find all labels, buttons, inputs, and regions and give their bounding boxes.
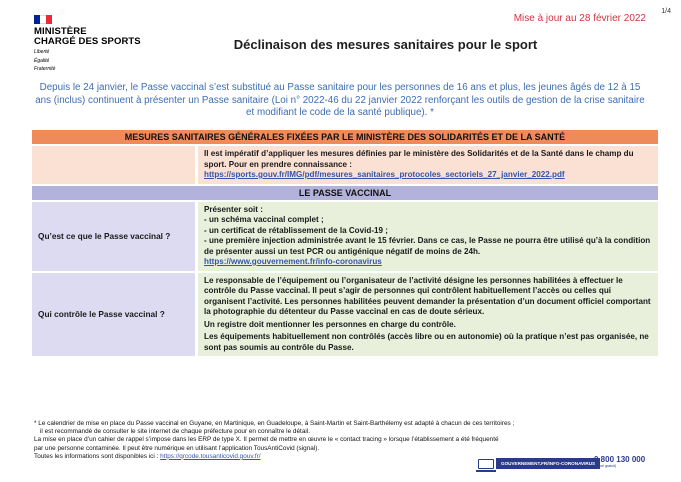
ministry-name-line1: MINISTÈRE xyxy=(34,26,87,37)
list-item-first-injection: - une première injection administrée avant le 15 février. Dans ce cas, le Passe ne pourra être utilisé qu’à la condition de présenter aussi un test PCR ou antigénique négatif de moins de 24h. xyxy=(204,236,651,256)
tousanticovid-link[interactable]: https://qrcode.tousanticovid.gouv.fr/ xyxy=(160,452,261,460)
government-banner xyxy=(478,458,600,469)
row-content-what-is-passe xyxy=(198,202,658,271)
update-date: Mise à jour au 28 février 2022 xyxy=(513,13,646,24)
hotline xyxy=(594,455,645,468)
footnote-line2: il est recommandé de consulter le site internet de chaque préfecture pour en connaître le détail. xyxy=(40,428,310,436)
footnotes xyxy=(34,420,634,461)
row-content-general-measures xyxy=(198,146,658,184)
protocol-link[interactable]: https://sports.gouv.fr/IMG/pdf/mesures_sanitaires_protocoles_sectoriels_27_janvier_2022.pdf xyxy=(204,170,565,179)
row-label-what-is-passe: Qu’est ce que le Passe vaccinal ? xyxy=(32,202,195,271)
coronavirus-info-link[interactable]: https://www.gouvernement.fr/info-coronavirus xyxy=(204,257,382,266)
section-header-passe-vaccinal: LE PASSE VACCINAL xyxy=(32,186,658,200)
list-item-recovery-certificate: - un certificat de rétablissement de la Covid-19 ; xyxy=(204,225,388,235)
list-item-vaccinal-scheme: - un schéma vaccinal complet ; xyxy=(204,215,324,224)
table-row-general-measures xyxy=(32,146,658,184)
general-measures-text: Il est impératif d’appliquer les mesures définies par le ministère des Solidarités et de la Santé dans le champ du sport. Pour en prendre connaissance : xyxy=(204,149,634,169)
motto-liberte: Liberté xyxy=(34,49,50,55)
control-paragraph-1: Le responsable de l’équipement ou l’organisateur de l’activité désigne les personnes habilitées à effectuer le contrôle du Passe vaccinal. Il peut s’agir de personnes qui contrôlent habituellement l’accès ou celles qui organisent l’activité. Les personnes habilitées peuvent demander la présentation d’un document officiel comportant la photographie du détenteur du Passe vaccinal en cas de doute sérieux. xyxy=(204,275,651,316)
row-label-empty xyxy=(32,146,195,184)
row-content-who-controls xyxy=(198,273,658,357)
ministry-name-line2: CHARGÉ DES SPORTS xyxy=(34,36,141,47)
motto-egalite: Égalité xyxy=(34,57,50,64)
footnote-line4: par une personne contaminée. Il peut être numérique en utilisant l’application TousAntiCovid (signal). xyxy=(34,444,320,452)
page-number: 1/4 xyxy=(661,8,671,15)
row-label-who-controls: Qui contrôle le Passe vaccinal ? xyxy=(32,273,195,357)
footnote-line3: La mise en place d’un cahier de rappel s’impose dans les ERP de type X. Il permet de mettre en œuvre le « contact tracing » lorsque l’établissement a été fréquenté xyxy=(34,436,499,444)
table-row-who-controls xyxy=(32,273,658,357)
footnote-line1: * Le calendrier de mise en place du Passe vaccinal en Guyane, en Martinique, en Guadeloupe, à Saint-Martin et Saint-Barthélemy est adapté à chacun de ces territoires ; xyxy=(34,420,515,427)
control-paragraph-3: Les équipements habituellement non contrôlés (accès libre ou en autonomie) où la pratique n’est pas organisée, ne sont pas soumis au contrôle du Passe. xyxy=(204,332,649,352)
present-lead: Présenter soit : xyxy=(204,204,263,214)
banner-url[interactable]: GOUVERNEMENT.FR/INFO-CORONAVIRUS xyxy=(496,458,600,469)
page-title: Déclinaison des mesures sanitaires pour le sport xyxy=(233,37,538,52)
hotline-subtitle: (appel gratuit) xyxy=(594,464,617,468)
measures-table xyxy=(32,130,658,356)
hotline-number: 0 800 130 000 xyxy=(594,455,646,464)
french-flag-icon xyxy=(34,15,52,24)
motto-fraternite: Fraternité xyxy=(34,66,56,72)
intro-paragraph: Depuis le 24 janvier, le Passe vaccinal s’est substitué au Passe sanitaire pour les personnes de 16 ans et plus, les jeunes âgés de 12 à 15 ans (inclus) continuent à présenter un Passe sanitaire (Loi n° 2022-46 du 22 janvier 2022 renforçant les outils de gestion de la crise sanitaire et modifiant le code de la santé publique). * xyxy=(35,82,645,119)
section-header-general-measures: MESURES SANITAIRES GÉNÉRALES FIXÉES PAR LE MINISTÈRE DES SOLIDARITÉS ET DE LA SANTÉ xyxy=(32,130,658,144)
laptop-icon xyxy=(478,459,494,469)
footnote-info-label: Toutes les informations sont disponibles ici : xyxy=(34,452,159,460)
control-paragraph-2: Un registre doit mentionner les personnes en charge du contrôle. xyxy=(204,319,456,329)
table-row-what-is-passe xyxy=(32,202,658,271)
